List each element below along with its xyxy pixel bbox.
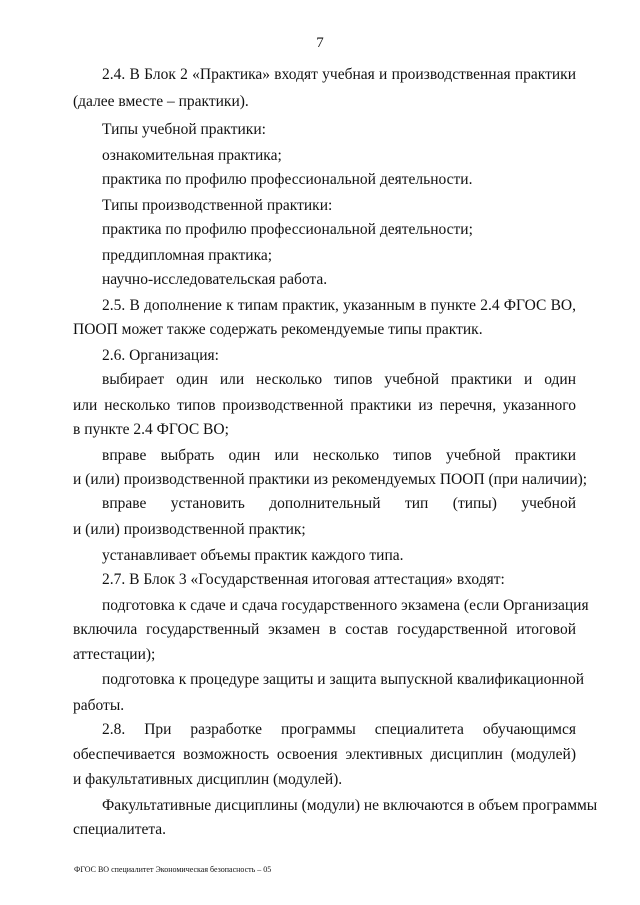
text-line: включила государственный экзамен в состав государственной итоговой <box>73 621 576 638</box>
text-line: научно-исследовательская работа. <box>102 271 328 288</box>
text-line: преддипломная практика; <box>102 247 273 264</box>
text-line: вправе установить дополнительный тип (типы) учебной <box>102 495 576 512</box>
text-line: вправе выбрать один или несколько типов учебной практики <box>102 447 576 464</box>
text-line: ознакомительная практика; <box>102 147 282 164</box>
text-line: аттестации); <box>73 646 156 663</box>
text-line: 2.6. Организация: <box>102 347 219 364</box>
text-line: специалитета. <box>73 821 167 838</box>
text-line: 2.8. При разработке программы специалитета обучающимся <box>102 721 576 738</box>
text-line: подготовка к сдаче и сдача государственного экзамена (если Организация <box>102 597 589 614</box>
text-line: Факультативные дисциплины (модули) не включаются в объем программы <box>102 797 598 814</box>
text-line: практика по профилю профессиональной деятельности. <box>102 171 473 188</box>
text-line: 2.4. В Блок 2 «Практика» входят учебная и производственная практики <box>102 66 576 83</box>
page-number: 7 <box>316 35 324 51</box>
text-line: и (или) производственной практик; <box>73 521 306 538</box>
text-line: Типы учебной практики: <box>102 121 266 138</box>
text-line: подготовка к процедуре защиты и защита выпускной квалификационной <box>102 671 584 688</box>
page-footer: ФГОС ВО специалитет Экономическая безопасность – 05 <box>74 865 272 874</box>
text-line: или несколько типов производственной практики из перечня, указанного <box>73 397 576 414</box>
text-line: и факультативных дисциплин (модулей). <box>73 771 343 788</box>
text-line: устанавливает объемы практик каждого типа. <box>102 547 404 564</box>
text-line: обеспечивается возможность освоения элективных дисциплин (модулей) <box>73 746 576 763</box>
text-line: в пункте 2.4 ФГОС ВО; <box>73 421 229 438</box>
text-line: Типы производственной практики: <box>102 197 333 214</box>
text-line: 2.5. В дополнение к типам практик, указанным в пункте 2.4 ФГОС ВО, <box>102 297 576 314</box>
text-line: 2.7. В Блок 3 «Государственная итоговая аттестация» входят: <box>102 571 505 588</box>
text-line: практика по профилю профессиональной деятельности; <box>102 221 473 238</box>
text-line: выбирает один или несколько типов учебной практики и один <box>102 371 576 388</box>
text-line: работы. <box>73 697 125 714</box>
text-line: (далее вместе – практики). <box>73 93 249 110</box>
text-line: и (или) производственной практики из рекомендуемых ПООП (при наличии); <box>73 471 588 488</box>
text-line: ПООП может также содержать рекомендуемые типы практик. <box>73 321 483 338</box>
